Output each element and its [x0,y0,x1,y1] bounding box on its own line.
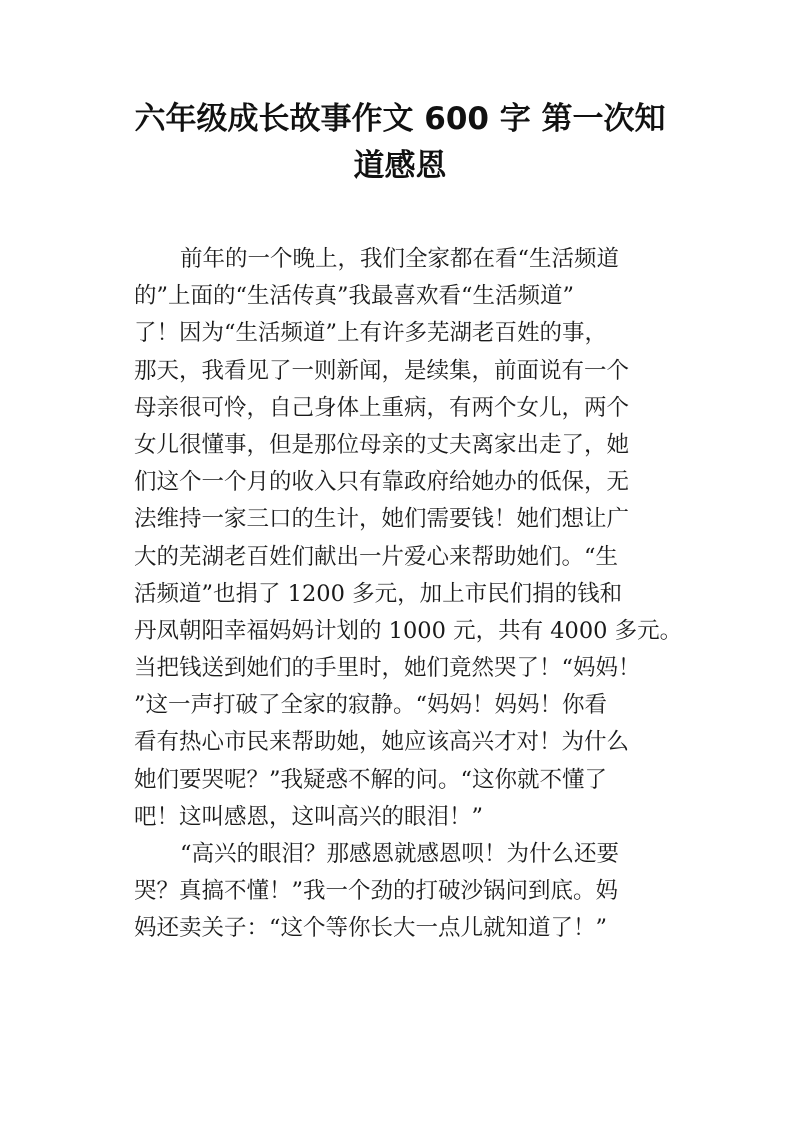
paragraph-line: 她们要哭呢？”我疑惑不解的问。“这你就不懂了 [134,766,608,793]
paragraph-line: 当把钱送到她们的手里时，她们竟然哭了！“妈妈！ [134,655,641,682]
paragraph-line: 们这个一个月的收入只有靠政府给她办的低保，无 [134,469,630,496]
paragraph-line: 了！因为“生活频道”上有许多芜湖老百姓的事， [134,320,608,347]
article-body [134,241,694,948]
paragraph-line: 妈还卖关子：“这个等你长大一点儿就知道了！” [134,915,608,942]
paragraph-line: 的”上面的“生活传真”我最喜欢看“生活频道” [134,283,575,310]
paragraph-line: “高兴的眼泪？那感恩就感恩呗！为什么还要 [180,841,620,867]
paragraph-line: 前年的一个晚上，我们全家都在看“生活频道 [180,246,620,272]
paragraph-line: 哭？真搞不懂！”我一个劲的打破沙锅问到底。妈 [134,878,619,905]
paragraph-line: 那天，我看见了一则新闻，是续集，前面说有一个 [134,357,630,384]
paragraph-line: 活频道”也捐了 1200 多元，加上市民们捐的钱和 [134,580,623,607]
paragraph-line: 女儿很懂事，但是那位母亲的丈夫离家出走了，她 [134,431,630,458]
paragraph-line: 母亲很可怜，自己身体上重病，有两个女儿，两个 [134,394,630,421]
paragraph-line: ”这一声打破了全家的寂静。“妈妈！妈妈！你看 [134,692,608,719]
paragraph-line: 法维持一家三口的生计，她们需要钱！她们想让广 [134,506,630,533]
paragraph-line: 大的芜湖老百姓们献出一片爱心来帮助她们。“生 [134,543,619,570]
paragraph-line: 看有热心市民来帮助她，她应该高兴才对！为什么 [134,729,630,756]
title-line: 六年级成长故事作文 600 字 第一次知 [134,101,666,137]
page-title [100,96,700,190]
paragraph-line: 丹凤朝阳幸福妈妈计划的 1000 元，共有 4000 多元。 [134,617,683,644]
title-line: 道感恩 [353,148,447,184]
paragraph-line: 吧！这叫感恩，这叫高兴的眼泪！” [134,803,484,830]
